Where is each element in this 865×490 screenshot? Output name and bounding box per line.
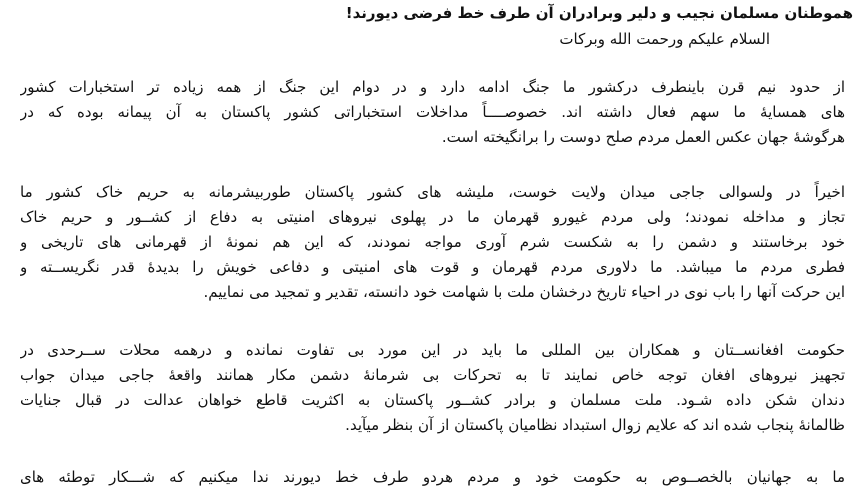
document-title: هموطنان مسلمان نجیب و دلیر وبرادران آن طرف خط فرضی دیورند! xyxy=(345,4,853,22)
paragraph-line: ما به جهانیان بالخصــوص به حکومت خود و مردم هردو طرف خط دیورند ندا میکنیم که شـــکار توطئه های xyxy=(20,468,845,486)
paragraph-4 xyxy=(20,465,845,490)
greeting-line: السلام علیکم ورحمت الله وبرکات xyxy=(559,30,770,48)
paragraph-line: های همسایهٔ ما سهم فعال داشته اند. خصوصــــاً مداخلات استخباراتی کشور پاکستان به آن پیمانه بوده که در xyxy=(20,103,845,121)
paragraph-line: اخیراً در ولسوالی جاجی میدان ولایت خوست، ملیشه های کشور پاکستان طوربیشرمانه به حریم خاک کشور ما xyxy=(20,183,845,201)
paragraph-line: فطری مردم ما میباشد. ما دلاوری مردم قهرمان و قوت های امنیتی و دفاعی خویش را بدیدهٔ قدر نگریســته و xyxy=(20,258,845,276)
paragraph-line: حکومت افغانســتان و همکاران بین المللی ما باید در این مورد بی تفاوت نمانده و درهمه محلات ســرحدی در xyxy=(20,341,845,359)
paragraph-line: تجهیز نیروهای افغان توجه خاص نمایند تا به تحرکات بی شرمانهٔ دشمن مکار همانند واقعهٔ جاجی میدان جواب xyxy=(20,366,845,384)
paragraph-line: تجاز و مداخله نمودند؛ ولی مردم غیورو قهرمان ما در پهلوی نیروهای امنیتی به دفاع از کشــور و حریم خاک xyxy=(20,208,845,226)
paragraph-line: خود برخاستند و دشمن را به شکست شرم آوری مواجه نمودند، که این هم نمونهٔ از قهرمانی های تاریخی و xyxy=(20,233,845,251)
paragraph-line: از حدود نیم قرن باینطرف درکشور ما جنگ ادامه دارد و در دوام این جنگ از همه زیاده تر استخبارات کشور xyxy=(20,78,845,96)
paragraph-1 xyxy=(20,75,845,150)
paragraph-2 xyxy=(20,180,845,305)
paragraph-line: هرگوشهٔ جهان عکس العمل مردم صلح دوست را برانگیخته است. xyxy=(441,128,845,146)
paragraph-line: این حرکت آنها را باب نوی در احیاء تاریخ درخشان ملت با شهامت خود دانسته، تقدیر و تمجید می نماییم. xyxy=(203,283,845,301)
paragraph-line: ظالمانهٔ پنجاب شده اند که علایم زوال استبداد نظامیان پاکستان از آن بنظر میآید. xyxy=(345,416,845,434)
paragraph-3 xyxy=(20,338,845,438)
paragraph-line: دندان شکن داده شـود. ملت مسلمان و برادر کشــور پاکستان به اکثریت قاطع خواهان عدالت در قبال جنایات xyxy=(20,391,845,409)
